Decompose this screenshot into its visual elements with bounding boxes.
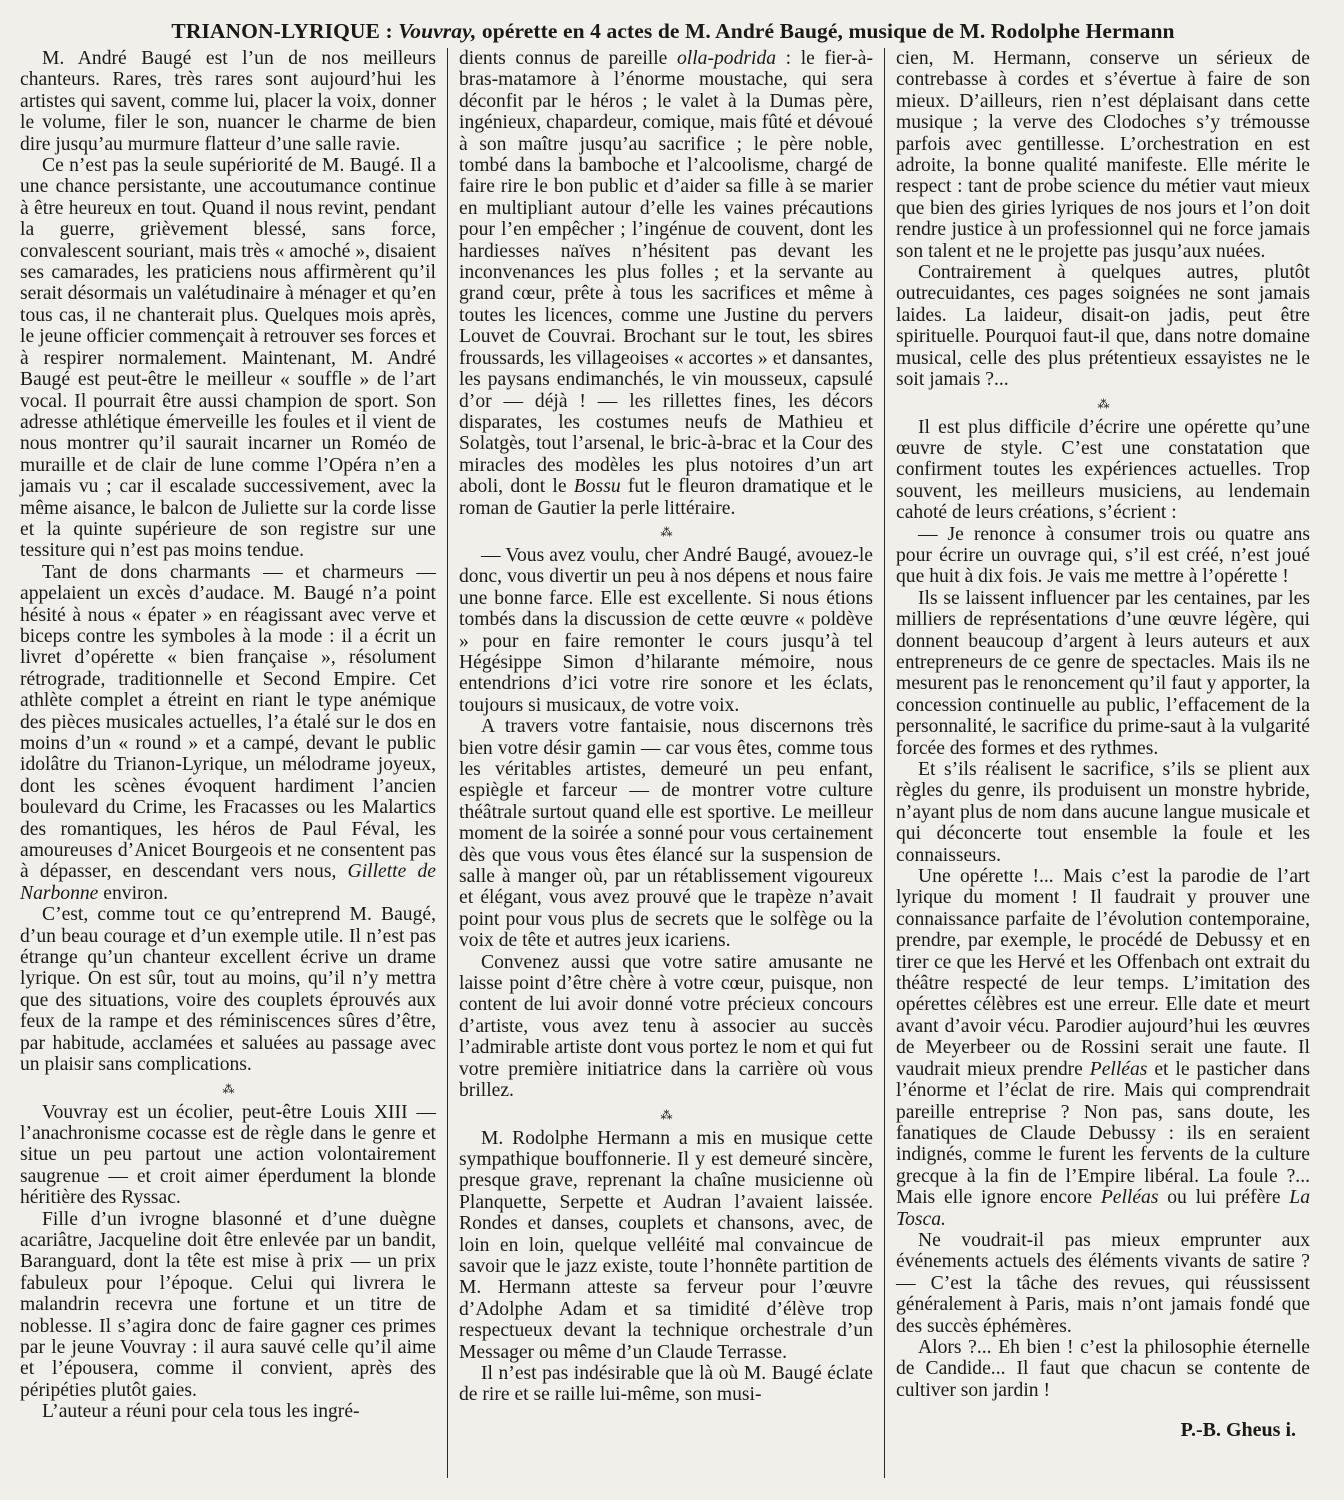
paragraph bbox=[20, 562, 436, 905]
italic-title: La Tosca. bbox=[896, 1187, 1310, 1230]
paragraph: Fille d’un ivrogne blasonné et d’une duègne acariâtre, Jacqueline doit être enlevée par un bandit, Baranguard, dont la tête est mise à prix — un prix fabuleux pour l’époque. Celui qui livrera le malandrin recevra une fortune et un titre de noblesse. Il s’agira donc de faire gagner ces primes par le jeune Vouvray : il aura sauvé celle qu’il aime et l’épousera, comme il convient, après des péripéties plutôt gaies. bbox=[20, 1208, 436, 1401]
paragraph-text: fut le fleuron dramatique et le roman de Gautier la perle littéraire. bbox=[459, 476, 874, 519]
section-separator: ⁂ bbox=[1097, 396, 1109, 411]
paragraph: Ne voudrait-il pas mieux emprunter aux événements actuels des éléments vivants de satire ? — C’est la tâche des revues, qui réussissent généralement à Paris, mais n’ont jamais fondé que des succès éphémères. bbox=[896, 1229, 1310, 1337]
column-1 bbox=[14, 48, 444, 1478]
column-rule bbox=[884, 48, 885, 1478]
section-separator: ⁂ bbox=[660, 1107, 672, 1122]
paragraph-text: ou lui préfère bbox=[1158, 1187, 1290, 1209]
paragraph: Il est plus difficile d’écrire une opérette qu’une œuvre de style. C’est une constatation que confirment toutes les expériences actuelles. Trop souvent, les meilleurs musiciens, au lendemain cahoté de leurs créations, s’écrient : bbox=[896, 416, 1310, 524]
column-rule bbox=[447, 48, 448, 1478]
column-2 bbox=[451, 48, 881, 1478]
paragraph bbox=[896, 866, 1310, 1230]
paragraph: cien, M. Hermann, conserve un sérieux de contrebasse à cordes et s’évertue à faire de son mieux. D’ailleurs, rien n’est déplaisant dans cette musique ; la verve des Clodoches s’y trémousse parfois avec gentillesse. L’orchestration en est adroite, la bonne qualité manifeste. Elle mérite le respect : tant de probe science du métier vaut mieux que bien des giries lyriques de nos jours et l’on doit rendre justice à un professionnel qui ne force jamais son talent et ne le projette pas jusqu’aux nuées. bbox=[896, 48, 1310, 262]
paragraph-text: dients connus de pareille bbox=[459, 48, 677, 69]
paragraph: Convenez aussi que votre satire amusante ne laisse point d’être chère à votre cœur, puisque, non content de lui avoir donné votre précieux concours d’artiste, vous avez tenu à associer au succès l’admirable artiste dont vous portez le nom et qui fut votre première initiatrice dans la carrière où vous brillez. bbox=[459, 951, 873, 1102]
paragraph bbox=[459, 48, 873, 519]
paragraph: Ils se laissent influencer par les centaines, par les milliers de représentations d’une œuvre légère, qui donnent beaucoup d’argent à leurs auteurs et aux entrepreneurs de ce genre de spectacles. Mais ils ne mesurent pas le renoncement qu’il faut y apporter, la concession continuelle au public, l’effacement de la personnalité, le sacrifice du prime-saut à la vulgarité forcée des formes et des rythmes. bbox=[896, 587, 1310, 759]
paragraph: Et s’ils réalisent le sacrifice, s’ils se plient aux règles du genre, ils produisent un monstre hybride, n’ayant plus de nom dans aucune langue musicale et qui déconcerte tout ensemble la foule et les connaisseurs. bbox=[896, 759, 1310, 866]
italic-title: Pelléas bbox=[1100, 1187, 1159, 1209]
paragraph-text: environ. bbox=[98, 882, 169, 904]
paragraph-text: Une opérette !... Mais c’est la parodie de l’art lyrique du moment ! Il faudrait y prouver une connaissance parfaite de l’évolution contemporaine, prendre, par exemple, le procédé de Debussy et en tirer ce que les Hervé et les Offenbach ont extrait du théâtre respecté de leur temps. L’imitation des opérettes célèbres est une erreur. Elle date et meurt avant d’avoir vécu. Parodier aujourd’hui les œuvres de Meyerbeer ou de Rossini serait une faute. Il vaudrait mieux prendre bbox=[896, 866, 1310, 1080]
paragraph: A travers votre fantaisie, nous discernons très bien votre désir gamin — car vous êtes, comme tous les véritables artistes, demeuré un peu enfant, espiègle et farceur — de montrer votre culture théâtrale surtout quand elle est sportive. Le meilleur moment de la soirée a sonné pour vous certainement dès que vous vous êtes élancé sur la suspension de salle à manger où, par un rétablissement vigoureux et élégant, vous avez prouvé que le trapèze n’avait point pour vous plus de secrets que le solfège ou la voix de tête et autres jeux icariens. bbox=[459, 716, 873, 952]
paragraph-text: Tant de dons charmants — et charmeurs — appelaient un excès d’audace. M. Baugé n’a point hésité à nous « épater » en réagissant avec verve et biceps contre les symboles à la mode : il a écrit un livret d’opérette « bien française », résolument rétrograde, traditionnelle et Second Empire. Cet athlète complet a étreint en riant le type anémique des pièces musicales actuelles, l’a étalé sur le dos en moins d’un « round » et a campé, devant le public idolâtre du Trianon-Lyrique, un mélodrame joyeux, dont les scènes évoquent hardiment l’ancien boulevard du Crime, les Fracasses ou les Malartics des romantiques, les héros de Paul Féval, les amoureuses d’Anicet Bourgeois et ne consentent pas à dépasser, en descendant vers nous, bbox=[20, 561, 436, 883]
paragraph: Vouvray est un écolier, peut-être Louis XIII — l’anachronisme cocasse est de règle dans le genre et situe un peu partout une action volontairement saugrenue — et croit aimer éperdument la blonde héritière des Ryssac. bbox=[20, 1101, 436, 1209]
italic-title: Pelléas bbox=[1089, 1058, 1148, 1080]
section-separator: ⁂ bbox=[660, 524, 672, 539]
italic-title: Bossu bbox=[573, 476, 621, 498]
headline-work-title: Vouvray, bbox=[398, 19, 477, 43]
paragraph-text: : le fier-à-bras-matamore à l’énorme moustache, qui sera déconfit par le héros ; le valet à la Dumas père, ingénieux, chapardeur, comique, mais fûté et dévoué à son maître jusqu’au sacrifice ; le père noble, tombé dans la bamboche et l’alcoolisme, chargé de faire rire le bon public et d’aider sa fille à se marier en multipliant autour d’elle les vaines précautions pour l’en empêcher ; l’ingénue de couvent, dont les hardiesses naïves n’hésitent pas devant les inconvenances les plus folles ; et la servante au grand cœur, prête à tous les sacrifices et même à toutes les licences, comme une Justine du pervers Louvet de Couvrai. Brochant sur le tout, les sbires froussards, les villageoises « accortes » et dansantes, les paysans endimanchés, le vin mousseux, capsulé d’or — déjà ! — les rillettes fines, les décors disparates, les costumes neufs de Mathieu et Solatgès, tout l’arsenal, le bric-à-brac et la Cour des miracles des modèles les plus notoires d’un art aboli, dont le bbox=[459, 48, 873, 498]
italic-term: olla-podrida bbox=[676, 48, 777, 69]
column-3 bbox=[888, 48, 1318, 1478]
paragraph: Il n’est pas indésirable que là où M. Baugé éclate de rire et se raille lui-même, son musi- bbox=[459, 1362, 873, 1406]
paragraph: M. Rodolphe Hermann a mis en musique cette sympathique bouffonnerie. Il y est demeuré sincère, presque grave, reprenant la chaîne musicienne où Planquette, Serpette et Audran l’avaient laissée. Rondes et danses, couplets et chansons, avec, de loin en loin, quelque velléité mal convaincue de savoir que le jazz existe, toute l’honnête partition de M. Hermann atteste sa ferveur pour l’œuvre d’Adolphe Adam et sa timidité d’élève trop respectueux devant la technique orchestrale d’un Messager ou même d’un Claude Terrasse. bbox=[459, 1127, 873, 1363]
section-separator: ⁂ bbox=[222, 1081, 234, 1096]
paragraph: Contrairement à quelques autres, plutôt outrecuidantes, ces pages soignées ne sont jamais laides. La laideur, disait-on jadis, peut être spirituelle. Pourquoi faut-il que, dans notre domaine musical, celle des plus prétentieux essayistes ne le soit jamais ?... bbox=[896, 262, 1310, 391]
paragraph: — Vous avez voulu, cher André Baugé, avouez-le donc, vous divertir un peu à nos dépens et nous faire une bonne farce. Elle est excellente. Si nous étions tombés dans la discussion de cette œuvre « poldève » pour en faire remonter le cours jusqu’à tel Hégésippe Simon d’hilarante mémoire, nous entendrions d’ici votre rire sonore et les éclats, toujours si musicaux, de votre voix. bbox=[459, 544, 873, 716]
paragraph-text: et le pasticher dans l’énorme et l’éclat de rire. Mais qui comprendrait pareille entreprise ? Non pas, sans doute, les fanatiques de Claude Debussy : ils en seraient indignés, comme le furent les fervents de la culture grecque à la fin de l’Empire libéral. La foule ?... Mais elle ignore encore bbox=[896, 1058, 1310, 1209]
headline bbox=[14, 18, 1332, 44]
paragraph: — Je renonce à consumer trois ou quatre ans pour écrire un ouvrage qui, s’il est créé, n’est joué que huit à dix fois. Je vais me mettre à l’opérette ! bbox=[896, 523, 1310, 588]
paragraph: C’est, comme tout ce qu’entreprend M. Baugé, d’un beau courage et d’un exemple utile. Il n’est pas étrange qu’un chanteur excellent écrive un drame lyrique. On est sûr, tout au moins, qu’il n’y mettra que des situations, voire des couplets éprouvés aux feux de la rampe et des réminiscences sûres d’être, par habitude, acclamées et saluées au passage avec un plaisir sans complications. bbox=[20, 904, 436, 1076]
headline-subtitle: opérette en 4 actes de M. André Baugé, musique de M. Rodolphe Hermann bbox=[476, 19, 1175, 43]
italic-title: Gillette de Narbonne bbox=[20, 861, 436, 904]
paragraph: Alors ?... Eh bien ! c’est la philosophie éternelle de Candide... Il faut que chacun se contente de cultiver son jardin ! bbox=[896, 1336, 1310, 1401]
paragraph: L’auteur a réuni pour cela tous les ingré- bbox=[42, 1401, 360, 1423]
paragraph: Ce n’est pas la seule supériorité de M. Baugé. Il a une chance persistante, une accoutumance continue à être heureux en tout. Quand il nous revint, pendant la guerre, grièvement blessé, sans force, convalescent souriant, mais très « amoché », disaient ses camarades, les praticiens nous affirmèrent qu’il serait désormais un valétudinaire à ménager et qu’en tous cas, il ne chanterait plus. Quelques mois après, le jeune officier commençait à retrouver ses forces et à respirer normalement. Maintenant, M. André Baugé est peut-être le meilleur « souffle » de l’art vocal. Il pourrait être aussi champion de sport. Son adresse athlétique émerveille les foules et il vient de nous montrer qu’il saurait incarner un Roméo de muraille et de clair de lune comme l’Opéra n’en a jamais vu ; car il escalade successivement, avec la même aisance, le balcon de Juliette sur la corde lisse et la quinte supérieure de son registre sur une tessiture qui n’est pas moins tendue. bbox=[20, 155, 436, 562]
author-signature: P.-B. Gheus i. bbox=[1180, 1419, 1296, 1442]
article-columns bbox=[14, 48, 1332, 1478]
headline-theatre: TRIANON-LYRIQUE : bbox=[171, 19, 399, 43]
paragraph: M. André Baugé est l’un de nos meilleurs chanteurs. Rares, très rares sont aujourd’hui les artistes qui savent, comme lui, placer la voix, donner le volume, filer le son, nuancer le charme de bien dire jusqu’au murmure flatteur d’une salle ravie. bbox=[20, 48, 436, 155]
